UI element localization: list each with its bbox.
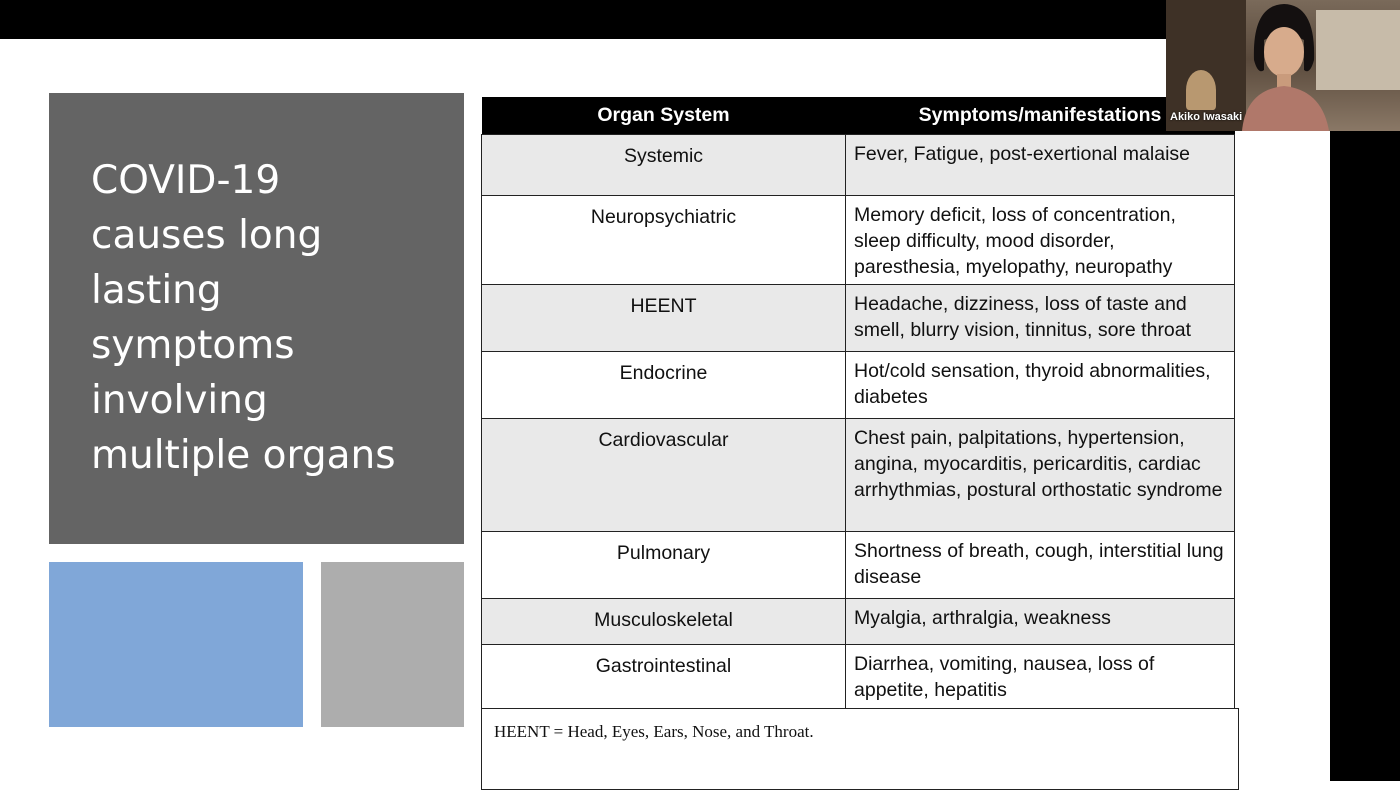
slide-title: COVID-19 causes long lasting symptoms involving multiple organs [91,158,396,478]
slide-title-panel [49,93,464,544]
organ-cell: Endocrine [482,352,846,419]
footnote-text: HEENT = Head, Eyes, Ears, Nose, and Throat. [494,722,814,741]
participant-video-tile[interactable] [1166,0,1400,131]
table-row [482,419,1235,532]
symptoms-cell: Chest pain, palpitations, hypertension, angina, myocarditis, pericarditis, cardiac arrhythmias, postural orthostatic syndrome [846,419,1235,532]
organ-cell: Musculoskeletal [482,599,846,645]
decorative-blue-block [49,562,303,727]
organ-cell: Cardiovascular [482,419,846,532]
organ-cell: Pulmonary [482,532,846,599]
participant-avatar [1234,0,1334,131]
organ-cell: Neuropsychiatric [482,196,846,285]
table-row [482,532,1235,599]
symptoms-cell: Hot/cold sensation, thyroid abnormalities, diabetes [846,352,1235,419]
table-row [482,599,1235,645]
organ-cell: HEENT [482,285,846,352]
organ-cell: Gastrointestinal [482,645,846,711]
decorative-gray-block [321,562,464,727]
video-background-lamp [1186,70,1216,110]
symptoms-cell: Headache, dizziness, loss of taste and smell, blurry vision, tinnitus, sore throat [846,285,1235,352]
table-row [482,135,1235,196]
table-row [482,352,1235,419]
participant-name-label: Akiko Iwasaki [1170,111,1243,123]
symptoms-cell: Fever, Fatigue, post-exertional malaise [846,135,1235,196]
organ-symptom-table [481,97,1235,711]
column-header-organ: Organ System [482,97,846,135]
symptoms-cell: Myalgia, arthralgia, weakness [846,599,1235,645]
symptoms-cell: Shortness of breath, cough, interstitial lung disease [846,532,1235,599]
table-header-row [482,97,1235,135]
table-row [482,196,1235,285]
symptoms-cell: Memory deficit, loss of concentration, sleep difficulty, mood disorder, paresthesia, myelopathy, neuropathy [846,196,1235,285]
table-row [482,645,1235,711]
symptoms-cell: Diarrhea, vomiting, nausea, loss of appetite, hepatitis [846,645,1235,711]
meeting-right-bar [1330,131,1400,781]
table-footnote [481,708,1239,790]
organ-cell: Systemic [482,135,846,196]
table-row [482,285,1235,352]
column-header-symptoms: Symptoms/manifestations [846,97,1235,135]
